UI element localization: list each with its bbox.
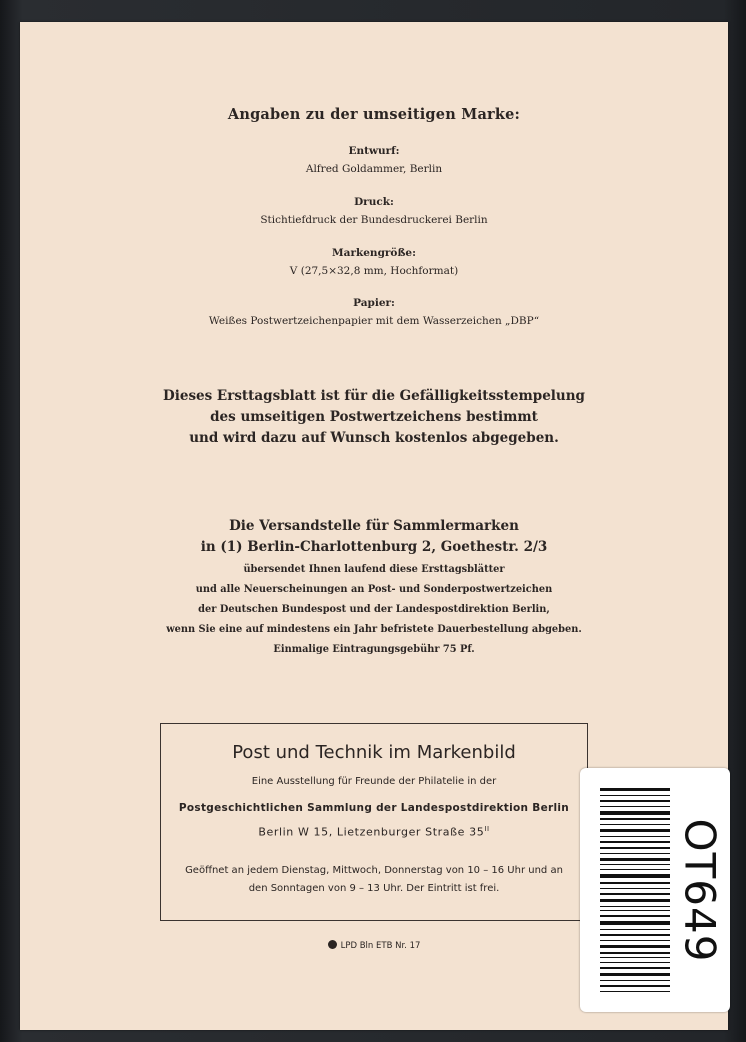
headline: Angaben zu der umseitigen Marke: <box>227 106 521 123</box>
barcode-bar <box>600 929 670 930</box>
barcode <box>600 788 670 992</box>
barcode-bar <box>600 915 670 917</box>
barcode-bar <box>600 836 670 837</box>
spec-value: Stichtiefdruck der Bundesdruckerei Berlin <box>260 214 488 226</box>
spec-label: Druck: <box>354 196 394 208</box>
inventory-code-wrap <box>675 788 725 992</box>
versandstelle-body <box>20 560 728 660</box>
barcode-bar <box>600 858 670 861</box>
versandstelle-title <box>20 516 728 558</box>
exhibition-opening-hours <box>161 862 587 898</box>
barcode-bar <box>600 824 670 825</box>
barcode-bar <box>600 945 670 948</box>
address-text: Berlin W 15, Lietzenburger Straße 35 <box>258 825 485 839</box>
inventory-code: OT649 <box>675 818 725 962</box>
first-day-notice <box>20 386 728 449</box>
barcode-bar <box>600 952 670 954</box>
notice-line: des umseitigen Postwertzeichens bestimmt <box>210 409 538 425</box>
post-emblem-icon <box>328 940 337 949</box>
exhibition-box <box>160 723 588 921</box>
barcode-bar <box>600 910 670 911</box>
barcode-bar <box>600 882 670 884</box>
barcode-bar <box>600 973 670 976</box>
versandstelle-title-line: Die Versandstelle für Sammlermarken <box>229 518 519 534</box>
barcode-bar <box>600 874 670 878</box>
spec-label: Markengröße: <box>332 247 416 259</box>
barcode-bar <box>600 893 670 895</box>
barcode-bar <box>600 788 670 791</box>
spec-print <box>20 193 728 229</box>
barcode-bar <box>600 806 670 807</box>
spec-paper <box>20 294 728 330</box>
barcode-bar <box>600 829 670 832</box>
versandstelle-line: Einmalige Eintragungsgebühr 75 Pf. <box>273 644 475 655</box>
barcode-bar <box>600 847 670 849</box>
barcode-bar <box>600 967 670 969</box>
footer-text: LPD Bln ETB Nr. 17 <box>340 941 421 951</box>
barcode-bar <box>600 888 670 889</box>
spec-label: Papier: <box>353 297 395 309</box>
versandstelle-title-line: in (1) Berlin-Charlottenburg 2, Goethestr. 2/3 <box>200 539 548 555</box>
address-superscript: II <box>484 825 490 833</box>
barcode-bar <box>600 853 670 854</box>
barcode-bar <box>600 864 670 865</box>
exhibition-subtitle: Eine Ausstellung für Freunde der Philatelie in der <box>251 776 497 787</box>
spec-value: Weißes Postwertzeichenpapier mit dem Wasserzeichen „DBP“ <box>208 315 540 327</box>
barcode-bar <box>600 811 670 815</box>
barcode-bar <box>600 841 670 843</box>
barcode-bar <box>600 985 670 987</box>
barcode-bar <box>600 940 670 941</box>
barcode-bar <box>600 800 670 802</box>
inventory-label <box>580 768 730 1012</box>
spec-value: V (27,5×32,8 mm, Hochformat) <box>289 265 459 277</box>
versandstelle-line: wenn Sie eine auf mindestens ein Jahr befristete Dauerbestellung abgeben. <box>166 624 582 635</box>
barcode-bar <box>600 957 670 958</box>
exhibition-collection: Postgeschichtlichen Sammlung der Landespostdirektion Berlin <box>178 802 570 814</box>
barcode-bar <box>600 795 670 796</box>
barcode-bar <box>600 934 670 936</box>
spec-design <box>20 142 728 178</box>
opening-line: Geöffnet an jedem Dienstag, Mittwoch, Donnerstag von 10 – 16 Uhr und an <box>185 865 563 876</box>
exhibition-title: Post und Technik im Markenbild <box>232 742 516 763</box>
notice-line: Dieses Ersttagsblatt ist für die Gefälligkeitsstempelung <box>163 388 585 404</box>
versandstelle-line: übersendet Ihnen laufend diese Ersttagsblätter <box>243 564 505 575</box>
barcode-bar <box>600 962 670 963</box>
barcode-bar <box>600 818 670 820</box>
notice-line: und wird dazu auf Wunsch kostenlos abgegeben. <box>189 430 559 446</box>
barcode-bar <box>600 899 670 902</box>
spec-value: Alfred Goldammer, Berlin <box>305 163 443 175</box>
barcode-bar <box>600 921 670 925</box>
barcode-bar <box>600 869 670 870</box>
opening-line: den Sonntagen von 9 – 13 Uhr. Der Eintritt ist frei. <box>248 883 500 894</box>
exhibition-address <box>161 825 587 839</box>
barcode-bar <box>600 991 670 992</box>
spec-size <box>20 244 728 280</box>
spec-label: Entwurf: <box>348 145 400 157</box>
versandstelle-line: und alle Neuerscheinungen an Post- und Sonderpostwertzeichen <box>195 584 553 595</box>
versandstelle-line: der Deutschen Bundespost und der Landespostdirektion Berlin, <box>198 604 550 615</box>
barcode-bar <box>600 980 670 981</box>
barcode-bar <box>600 906 670 907</box>
